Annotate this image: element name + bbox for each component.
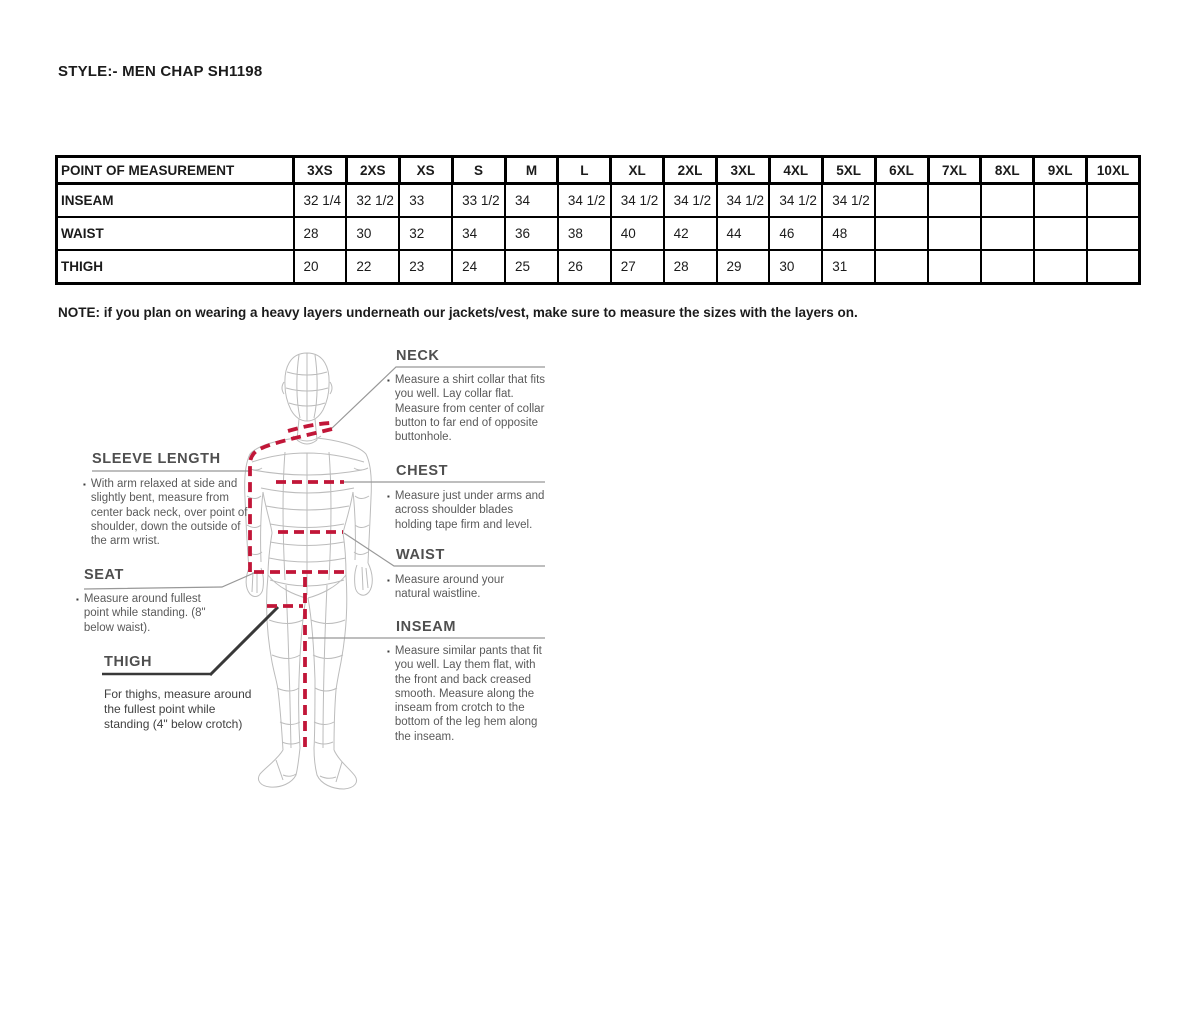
- cell: [981, 184, 1034, 218]
- thigh-heading: THIGH: [104, 654, 153, 670]
- col-header-point-of-measurement: POINT OF MEASUREMENT: [57, 157, 294, 184]
- inseam-heading: INSEAM: [396, 619, 456, 635]
- label-thigh-desc: [104, 687, 256, 733]
- cell: [981, 250, 1034, 284]
- chest-heading: CHEST: [396, 463, 449, 479]
- cell: 27: [611, 250, 664, 284]
- cell: 42: [664, 217, 717, 250]
- cell: [1034, 217, 1087, 250]
- cell: 34: [452, 217, 505, 250]
- col-header-size: 4XL: [769, 157, 822, 184]
- col-header-size: L: [558, 157, 611, 184]
- waist-text: Measure around your natural waistline.: [394, 574, 505, 601]
- waist-heading: WAIST: [396, 547, 445, 563]
- cell: [928, 184, 981, 218]
- cell: 28: [664, 250, 717, 284]
- col-header-size: M: [505, 157, 558, 184]
- cell: 32 1/2: [346, 184, 399, 218]
- cell: 30: [769, 250, 822, 284]
- bullet-square-icon: ▪: [387, 376, 390, 385]
- cell: [875, 184, 928, 218]
- col-header-size: 6XL: [875, 157, 928, 184]
- cell: [981, 217, 1034, 250]
- label-inseam: [396, 619, 456, 635]
- seat-heading: SEAT: [84, 567, 124, 583]
- cell: [875, 217, 928, 250]
- cell: [928, 250, 981, 284]
- cell: 34 1/2: [664, 184, 717, 218]
- col-header-size: 9XL: [1034, 157, 1087, 184]
- table-header-row: [57, 157, 1140, 184]
- label-thigh: [104, 654, 152, 670]
- row-label: THIGH: [57, 250, 294, 284]
- label-neck: [396, 348, 440, 364]
- cell: 34 1/2: [822, 184, 875, 218]
- cell: 32: [399, 217, 452, 250]
- cell: 24: [452, 250, 505, 284]
- col-header-size: 7XL: [928, 157, 981, 184]
- cell: 32 1/4: [294, 184, 347, 218]
- col-header-size: 3XL: [717, 157, 770, 184]
- cell: 25: [505, 250, 558, 284]
- cell: 34 1/2: [769, 184, 822, 218]
- cell: 34 1/2: [611, 184, 664, 218]
- label-seat-desc: [76, 592, 226, 635]
- cell: [1087, 217, 1140, 250]
- col-header-size: 10XL: [1087, 157, 1140, 184]
- label-sleeve-length: [92, 451, 221, 467]
- neck-text: Measure a shirt collar that fits you well. Lay collar flat. Measure from center of collar button to far end of opposite buttonhole.: [394, 374, 546, 444]
- neck-heading: NECK: [396, 348, 440, 364]
- label-chest: [396, 463, 448, 479]
- cell: 34: [505, 184, 558, 218]
- cell: 44: [717, 217, 770, 250]
- col-header-size: 3XS: [294, 157, 347, 184]
- bullet-square-icon: ▪: [387, 647, 390, 656]
- table-row-waist: [57, 217, 1140, 250]
- row-label: WAIST: [57, 217, 294, 250]
- inseam-text: Measure similar pants that fit you well. Lay them flat, with the front and back creased smooth. Measure along the inseam from crotch to the bottom of the leg hem along the inseam.: [394, 645, 542, 743]
- label-chest-desc: [387, 489, 553, 532]
- cell: 34 1/2: [717, 184, 770, 218]
- sleeve-length-text: With arm relaxed at side and slightly bent, measure from center back neck, over point of shoulder, down the outside of the arm wrist.: [90, 478, 248, 548]
- cell: [1087, 184, 1140, 218]
- col-header-size: 5XL: [822, 157, 875, 184]
- row-label: INSEAM: [57, 184, 294, 218]
- thigh-text: For thighs, measure around the fullest point while standing (4" below crotch): [104, 687, 252, 732]
- cell: 22: [346, 250, 399, 284]
- col-header-size: 2XS: [346, 157, 399, 184]
- cell: [1034, 184, 1087, 218]
- table-row-thigh: [57, 250, 1140, 284]
- bullet-square-icon: ▪: [387, 576, 390, 585]
- cell: [875, 250, 928, 284]
- chest-text: Measure just under arms and across shoulder blades holding tape firm and level.: [394, 490, 545, 531]
- bullet-square-icon: ▪: [387, 492, 390, 501]
- cell: 38: [558, 217, 611, 250]
- bullet-square-icon: ▪: [76, 595, 79, 604]
- cell: 31: [822, 250, 875, 284]
- cell: 20: [294, 250, 347, 284]
- cell: [1087, 250, 1140, 284]
- label-sleeve-length-desc: [83, 477, 253, 548]
- label-neck-desc: [387, 373, 553, 444]
- cell: 46: [769, 217, 822, 250]
- cell: 48: [822, 217, 875, 250]
- table-row-inseam: [57, 184, 1140, 218]
- col-header-size: S: [452, 157, 505, 184]
- bullet-square-icon: ▪: [83, 480, 86, 489]
- cell: 26: [558, 250, 611, 284]
- cell: 40: [611, 217, 664, 250]
- label-seat: [84, 567, 124, 583]
- size-chart-table: [55, 155, 1141, 285]
- cell: [928, 217, 981, 250]
- cell: [1034, 250, 1087, 284]
- col-header-size: 2XL: [664, 157, 717, 184]
- cell: 33: [399, 184, 452, 218]
- label-inseam-desc: [387, 644, 555, 744]
- col-header-size: 8XL: [981, 157, 1034, 184]
- label-waist: [396, 547, 445, 563]
- cell: 28: [294, 217, 347, 250]
- cell: 33 1/2: [452, 184, 505, 218]
- sleeve-length-heading: SLEEVE LENGTH: [92, 451, 221, 467]
- label-waist-desc: [387, 573, 547, 602]
- seat-text: Measure around fullest point while standing. (8" below waist).: [83, 593, 206, 634]
- cell: 23: [399, 250, 452, 284]
- cell: 34 1/2: [558, 184, 611, 218]
- col-header-size: XS: [399, 157, 452, 184]
- page-title: STYLE:- MEN CHAP SH1198: [58, 63, 263, 80]
- note-text: NOTE: if you plan on wearing a heavy layers underneath our jackets/vest, make sure to measure the sizes with the layers on.: [58, 305, 858, 320]
- cell: 30: [346, 217, 399, 250]
- col-header-size: XL: [611, 157, 664, 184]
- cell: 29: [717, 250, 770, 284]
- cell: 36: [505, 217, 558, 250]
